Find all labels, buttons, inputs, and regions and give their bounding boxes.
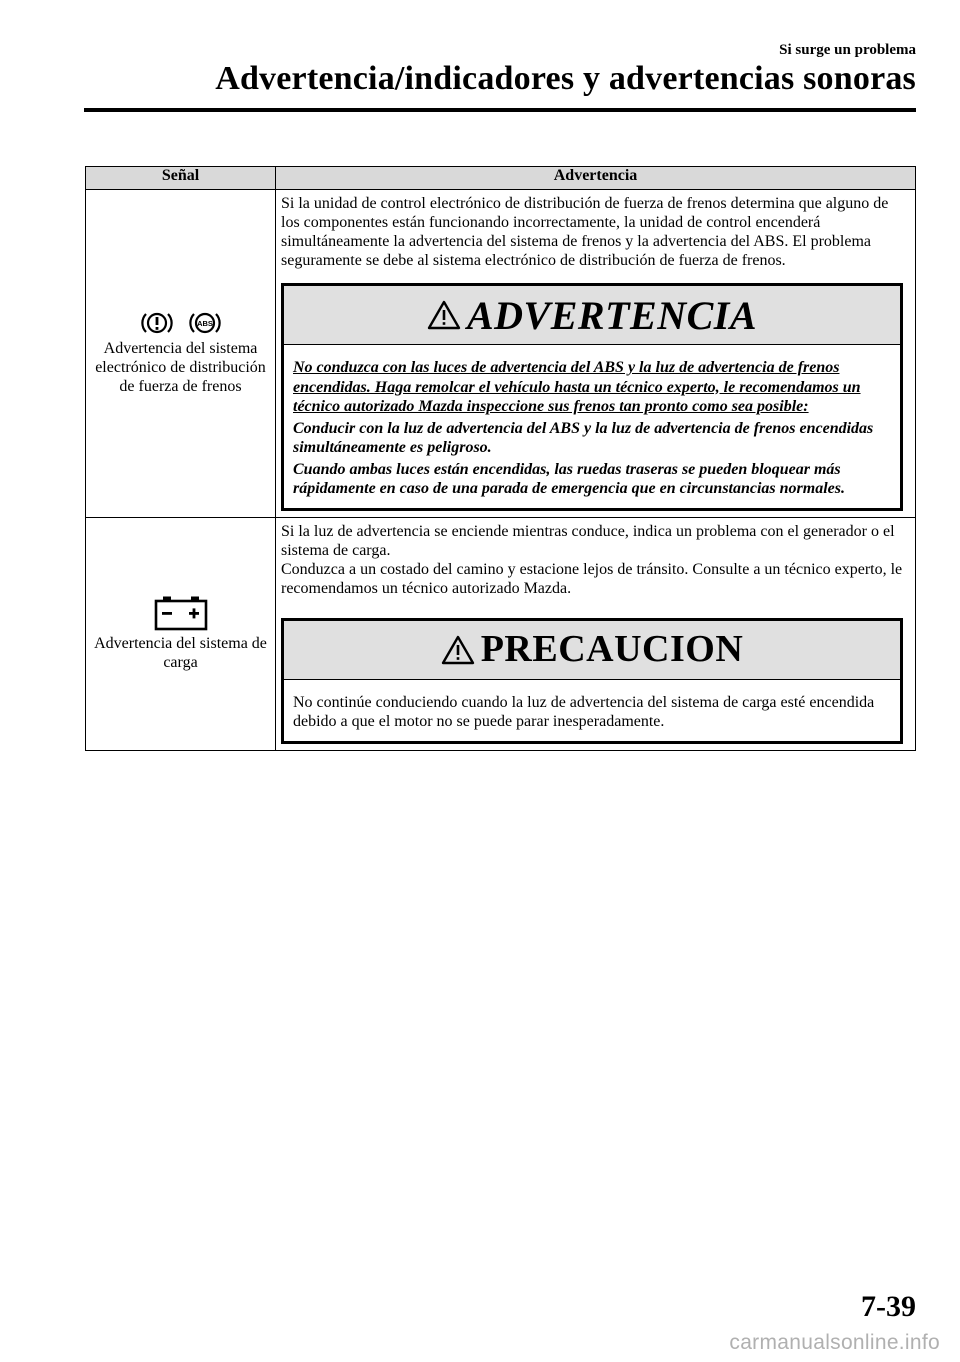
callout-body <box>284 680 900 741</box>
warning-cell <box>276 190 916 518</box>
description-text: Si la luz de advertencia se enciende mientras conduce, indica un problema con el generador o el sistema de carga. <box>281 522 895 559</box>
section-heading: Si surge un problema <box>779 42 916 58</box>
page-title: Advertencia/indicadores y advertencias sonoras <box>215 60 916 97</box>
callout-body <box>284 345 900 508</box>
signal-cell <box>86 190 276 518</box>
abs-icon-text: ABS <box>196 319 213 329</box>
caution-callout <box>281 618 903 744</box>
callout-paragraph: Cuando ambas luces están encendidas, las ruedas traseras se pueden bloquear más rápidamente en caso de una parada de emergencia que en circunstancias normales. <box>293 460 845 497</box>
callout-title: ADVERTENCIA <box>466 292 758 338</box>
warning-table <box>85 166 916 751</box>
table-header-row <box>86 167 916 190</box>
description-text: Si la unidad de control electrónico de distribución de fuerza de frenos determina que alguno de los componentes están funcionando incorrectamente, la unidad de control encenderá simultáneamente la advertencia del sistema de frenos y la advertencia del ABS. El problema seguramente se debe al sistema electrónico de distribución de fuerza de frenos. <box>281 195 889 269</box>
signal-label: Advertencia del sistema electrónico de distribución de fuerza de frenos <box>95 340 266 396</box>
header-rule <box>84 108 916 112</box>
warning-cell <box>276 517 916 750</box>
warning-triangle-icon <box>427 300 461 330</box>
callout-underlined-text: No conduzca con las luces de advertencia del ABS y la luz de advertencia de frenos encendidas. Haga remolcar el vehículo hasta un técnico experto, le recomendamos un técnico autorizado Mazda inspeccione sus frenos tan pronto como sea posible: <box>293 359 861 415</box>
signal-icons <box>92 310 269 336</box>
page-number: 7-39 <box>861 1290 916 1323</box>
brake-warning-icon <box>140 310 174 336</box>
signal-label: Advertencia del sistema de carga <box>94 635 267 671</box>
table-row <box>86 190 916 518</box>
column-header-warning: Advertencia <box>276 167 916 190</box>
warning-callout <box>281 283 903 511</box>
callout-title: PRECAUCION <box>480 628 744 670</box>
callout-paragraph: Conducir con la luz de advertencia del ABS y la luz de advertencia de frenos encendidas simultáneamente es peligroso. <box>293 419 874 456</box>
warning-triangle-icon <box>441 635 475 665</box>
column-header-signal: Señal <box>86 167 276 190</box>
callout-header <box>284 286 900 345</box>
watermark: carmanualsonline.info <box>729 1331 940 1354</box>
callout-paragraph: No continúe conduciendo cuando la luz de advertencia del sistema de carga esté encendida debido a que el motor no se puede parar inesperadamente. <box>293 693 875 730</box>
abs-icon <box>188 310 222 336</box>
battery-icon <box>154 595 208 631</box>
signal-icons <box>92 595 269 631</box>
table-row <box>86 517 916 750</box>
description-text: Conduzca a un costado del camino y estacione lejos de tránsito. Consulte a un técnico experto, le recomendamos un técnico autorizado Mazda. <box>281 560 903 597</box>
signal-cell <box>86 517 276 750</box>
callout-header <box>284 621 900 680</box>
